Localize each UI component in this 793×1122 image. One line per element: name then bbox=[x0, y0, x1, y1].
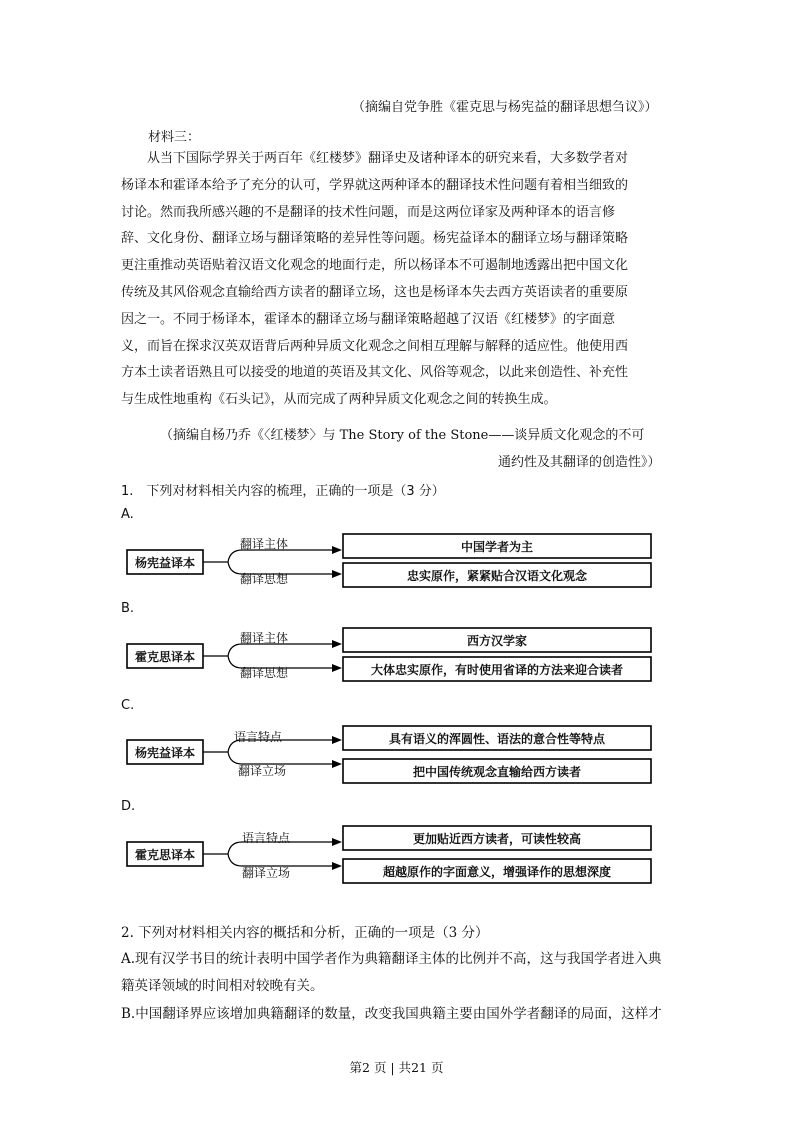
root-box-label: 杨宪益译本 bbox=[134, 746, 195, 760]
option-c-diagram bbox=[120, 722, 660, 784]
option-c-letter: C. bbox=[121, 698, 135, 713]
option-a-letter: A. bbox=[121, 507, 134, 522]
branch2-label: 翻译立场 bbox=[242, 866, 291, 880]
text-line: 义，而旨在探求汉英双语背后两种异质文化观念之间相互理解与解释的适应性。他使用西 bbox=[121, 338, 629, 354]
option-d-diagram bbox=[120, 824, 660, 886]
option-a-diagram bbox=[120, 532, 660, 594]
text-line: 方本土读者语熟且可以接受的地道的英语及其文化、风俗等观念，以此来创造性、补充性 bbox=[121, 365, 629, 381]
question2-option-b-line1: B.中国翻译界应该增加典籍翻译的数量，改变我国典籍主要由国外学者翻译的局面，这样才 bbox=[121, 1006, 662, 1022]
branch1-label: 语言特点 bbox=[234, 730, 283, 744]
text-line: 传统及其风俗观念直输给西方读者的翻译立场，这也是杨译本失去西方英语读者的重要原 bbox=[121, 284, 629, 300]
box1-label: 更加贴近西方读者，可读性较高 bbox=[412, 832, 581, 846]
box2-label: 把中国传统观念直输给西方读者 bbox=[412, 765, 581, 779]
branch2-label: 翻译思想 bbox=[240, 572, 289, 586]
question1-stem: 1. 下列对材料相关内容的梳理，正确的一项是（3 分） bbox=[121, 484, 445, 499]
box1-label: 西方汉学家 bbox=[466, 634, 527, 648]
material3-source-line1: （摘编自杨乃乔《〈红楼梦〉与 The Story of the Stone——谈异质文化观念的不可 bbox=[160, 428, 645, 443]
text-line: 因之一。不同于杨译本，霍译本的翻译立场与翻译策略超越了汉语《红楼梦》的字面意 bbox=[121, 311, 616, 327]
box2-label: 超越原作的字面意义，增强译作的思想深度 bbox=[382, 865, 611, 879]
branch1-label: 翻译主体 bbox=[240, 631, 289, 645]
branch1-label: 翻译主体 bbox=[240, 537, 289, 551]
root-box-label: 霍克思译本 bbox=[134, 650, 195, 664]
root-box-label: 杨宪益译本 bbox=[134, 556, 195, 570]
option-b-letter: B. bbox=[121, 601, 135, 616]
text-line: 更注重推动英语贴着汉语文化观念的地面行走，所以杨译本不可遏制地透露出把中国文化 bbox=[121, 258, 629, 274]
page-footer: 第2 页 | 共21 页 bbox=[349, 1060, 444, 1075]
box1-label: 具有语义的浑圆性、语法的意合性等特点 bbox=[388, 732, 605, 746]
text-line: 辞、文化身份、翻译立场与翻译策略的差异性等问题。杨宪益译本的翻译立场与翻译策略 bbox=[121, 231, 629, 247]
question2-stem: 2. 下列对材料相关内容的概括和分析，正确的一项是（3 分） bbox=[121, 925, 489, 941]
option-d-letter: D. bbox=[121, 799, 136, 814]
text-line: 与生成性地重构《石头记》，从而完成了两种异质文化观念之间的转换生成。 bbox=[121, 392, 557, 408]
box2-label: 忠实原作，紧紧贴合汉语文化观念 bbox=[406, 569, 587, 583]
material3-heading: 材料三： bbox=[148, 130, 201, 145]
branch2-label: 翻译立场 bbox=[238, 764, 287, 778]
material3-source-line2: 通约性及其翻译的创造性》） bbox=[498, 455, 661, 470]
text-line: 讨论。然而我所感兴趣的不是翻译的技术性问题，而是这两位译家及两种译本的语言修 bbox=[121, 204, 616, 220]
text-line: 从当下国际学界关于两百年《红楼梦》翻译史及诸种译本的研究来看，大多数学者对 bbox=[147, 151, 629, 166]
material2-source: （摘编自党争胜《霍克思与杨宪益的翻译思想刍议》） bbox=[352, 100, 658, 115]
material3-paragraph bbox=[121, 146, 673, 414]
branch1-label: 语言特点 bbox=[242, 831, 291, 845]
text-line: 杨译本和霍译本给予了充分的认可，学界就这两种译本的翻译技术性问题有着相当细致的 bbox=[121, 177, 629, 193]
root-box-label: 霍克思译本 bbox=[134, 848, 195, 862]
box1-label: 中国学者为主 bbox=[460, 540, 533, 554]
question2-option-a-line2: 籍英译领域的时间相对较晚有关。 bbox=[121, 978, 324, 994]
box2-label: 大体忠实原作，有时使用省译的方法来迎合读者 bbox=[370, 663, 623, 677]
branch2-label: 翻译思想 bbox=[240, 666, 289, 680]
option-b-diagram bbox=[120, 626, 660, 688]
question2-option-a-line1: A.现有汉学书目的统计表明中国学者作为典籍翻译主体的比例并不高，这与我国学者进入典 bbox=[121, 951, 662, 967]
